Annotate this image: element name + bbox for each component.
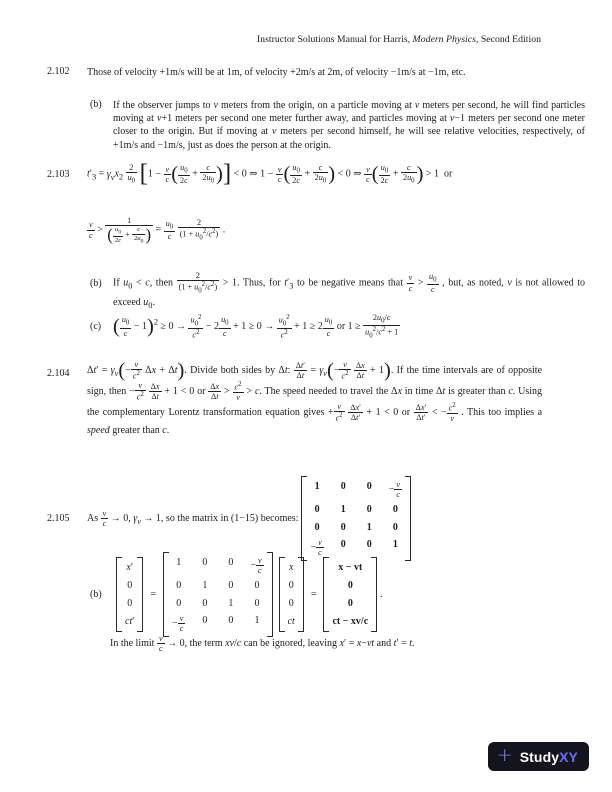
matrix-cell: 0 — [127, 579, 133, 591]
problem-2103-part-c — [47, 313, 585, 340]
matrix-cell: 0 — [366, 538, 372, 550]
matrix-cell: 1 — [314, 481, 320, 492]
matrix-cell: 1 — [176, 557, 182, 568]
problem-number: 2.104 — [47, 368, 70, 379]
matrix-cell: 0 — [366, 504, 372, 516]
matrix-cell: ct′ — [125, 616, 135, 628]
matrix-cell: 1 — [392, 538, 398, 550]
brand-study: Study — [519, 748, 560, 765]
equals-sign: = — [310, 588, 317, 600]
part-label: (b) — [90, 278, 102, 289]
problem-2103-part-b — [47, 271, 585, 313]
matrix-cell: 1 — [254, 614, 260, 626]
matrix-cell: 0 — [228, 614, 234, 626]
problem-2104 — [47, 360, 542, 438]
matrix-cell: 0 — [314, 521, 320, 533]
page-header: Instructor Solutions Manual for Harris, Modern Physics, Second Edition — [256, 34, 541, 45]
matrix-cell: 0 — [228, 557, 234, 568]
brand-xy: XY — [559, 748, 578, 765]
matrix-cell: 0 — [202, 614, 208, 626]
plus-icon: + — [496, 744, 513, 766]
matrix-cell: 0 — [392, 521, 398, 533]
matrix-cell: x − vt — [338, 561, 363, 573]
column-vector-left — [116, 557, 143, 633]
equation-intro: As $\frac{v}{c}$ → 0, $\gamma_v \to 1$, so the matrix in (1−15) becomes: — [87, 508, 299, 529]
matrix-cell: 0 — [228, 580, 234, 592]
brand-text — [520, 749, 578, 765]
matrix-cell: 0 — [288, 579, 294, 591]
matrix-cell: 0 — [176, 597, 182, 609]
matrix-cell: 1 — [366, 521, 372, 533]
matrix-cell: 0 — [314, 504, 320, 516]
matrix-cell: 0 — [392, 504, 398, 516]
problem-number: 2.105 — [47, 513, 70, 525]
matrix-cell: 0 — [288, 598, 294, 610]
problem-2105 — [47, 476, 542, 561]
matrix-cell: − $\frac{v}{c}$ — [172, 613, 184, 633]
problem-text: $\Delta t' = \gamma_v(-$ $\frac{v}{c^2}$ Δx + Δt). Divide both sides by Δt: $\frac{\Delta t'}{\Delta t}$ = $\gamma_v(-$ $\frac{v}{c^2}$ $\frac{\Delta x}{\Delta t}$ + 1). If the time intervals are of opposite sign, then − $\frac{v}{c^2}$ $\frac{\Delta x}{\Delta t}$ + 1 < 0 or $\frac{\Delta x}{\Delta t}$ > $\frac{c^2}{v}$ > c. The speed needed to travel the Δx in time Δt is greater than c. Using the complementary Lorentz transformation equation gives + $\frac{v}{c^2}$ $\frac{\Delta x'}{\Delta t'}$ + 1 < 0 or $\frac{\Delta x'}{\Delta t'}$ < − $\frac{c^2}{v}$ . This too implies a speed greater than c. — [87, 359, 543, 437]
matrix-cell: 1 — [228, 597, 234, 609]
period: . — [380, 588, 383, 600]
problem-number: 2.103 — [47, 168, 70, 180]
part-text: If the observer jumps to v meters from the origin, on a particle moving at v meters per second, he will find particles moving at v+1 meters per second one meter further away, and particles moving at v−1 meters per second one meter closer to the origin. But if moving at v meters per second himself, he will see relative velocities, respectively, of +1m/s and −1m/s, just as does the person at the origin. — [113, 100, 585, 151]
matrix-cell: 0 — [127, 598, 133, 610]
matrix-cell: 1 — [202, 580, 208, 592]
matrix-cell: 0 — [254, 580, 260, 592]
matrix-cell: − $\frac{v}{c}$ — [250, 556, 262, 576]
matrix-cell: x — [288, 561, 294, 573]
problem-2103 — [47, 160, 542, 188]
matrix-cell: 0 — [340, 521, 346, 533]
matrix-cell: 0 — [202, 597, 208, 609]
problem-text: Those of velocity +1m/s will be at 1m, of velocity +2m/s at 2m, of velocity −1m/s at −1m, etc. — [87, 67, 466, 78]
studyxy-logo — [488, 742, 589, 771]
note-text: In the limit $\frac{v}{c}$ → 0, the term xv/c can be ignored, leaving x′ = x−vt and t′ = t. — [110, 634, 415, 654]
matrix-cell: 0 — [254, 597, 260, 609]
equation: $t'_3 = \gamma_vx_2$ $\frac{2}{u_0}$ [1 − $\frac{v}{c}$ ( $\frac{u_0}{2c}$ + $\frac{c}{2u_0}$ )] < 0 ⇒ 1 − $\frac{v}{c}$ ( $\frac{u_0}{2c}$ + $\frac{c}{2u_0}$ ) < 0 ⇒ $\frac{v}{c}$ ( $\frac{u_0}{2c}$ + $\frac{c}{2u_0}$ ) > 1 or — [87, 160, 453, 188]
equation: ( $\frac{u_0}{c}$ − 1)$^2$ ≥ 0 → $\frac{u_0^2}{c^2}$ − 2 $\frac{u_0}{c}$ + 1 ≥ 0 → $\frac{u_0^2}{c^2}$ + 1 ≥ 2 $\frac{u_0}{c}$ or 1 ≥ $\frac{2u_0/c}{u_0^2/c^2 + 1}$ — [113, 313, 399, 340]
problem-text — [87, 476, 542, 561]
problem-2105-part-b — [47, 552, 585, 637]
column-vector-result — [323, 557, 377, 633]
equals-sign: = — [150, 588, 157, 600]
matrix-cell: ct − xv/c — [332, 616, 369, 628]
part-label: (b) — [90, 589, 102, 601]
problem-2103-eq2 — [47, 216, 582, 244]
problem-2105-note — [47, 634, 605, 653]
matrix-4x4 — [301, 476, 411, 561]
column-vector-x — [279, 557, 304, 633]
problem-2102-part-b — [47, 99, 585, 152]
part-label: (b) — [90, 99, 102, 110]
problem-number: 2.102 — [47, 66, 70, 77]
part-text: If $u_0 < c$, then $\frac{2}{(1 + u_0^2/c^2)}$ > 1. Thus, for $t'_3$ to be negative means that $\frac{v}{c}$ > $\frac{u_0}{c}$ , but, as noted, v is not allowed to exceed $u_0$. — [113, 271, 586, 311]
matrix-equation — [113, 552, 585, 637]
matrix-cell: ct — [287, 616, 295, 628]
equation: $\frac{v}{c}$ > 1 ( $\frac{u_0}{2c}$ + $\frac{c}{2u_0}$ ) = $\frac{u_0}{c}$ $\frac{2}{(1 + u_0^2/c^2)}$ . — [89, 216, 226, 245]
matrix-cell: 0 — [340, 538, 346, 550]
matrix-cell: 0 — [347, 579, 353, 591]
matrix-cell: − $\frac{v}{c}$ — [388, 480, 401, 500]
problem-2102 — [47, 66, 542, 79]
matrix-cell: 1 — [340, 504, 346, 516]
matrix-4x4 — [163, 552, 273, 637]
matrix-cell: − $\frac{v}{c}$ — [310, 537, 322, 557]
matrix-cell: 0 — [366, 481, 372, 492]
matrix-cell: 0 — [340, 481, 346, 492]
matrix-cell: x′ — [126, 561, 134, 573]
part-label: (c) — [90, 321, 102, 333]
matrix-cell: 0 — [347, 598, 353, 610]
matrix-cell: 0 — [202, 557, 208, 568]
matrix-cell: 0 — [176, 580, 182, 592]
